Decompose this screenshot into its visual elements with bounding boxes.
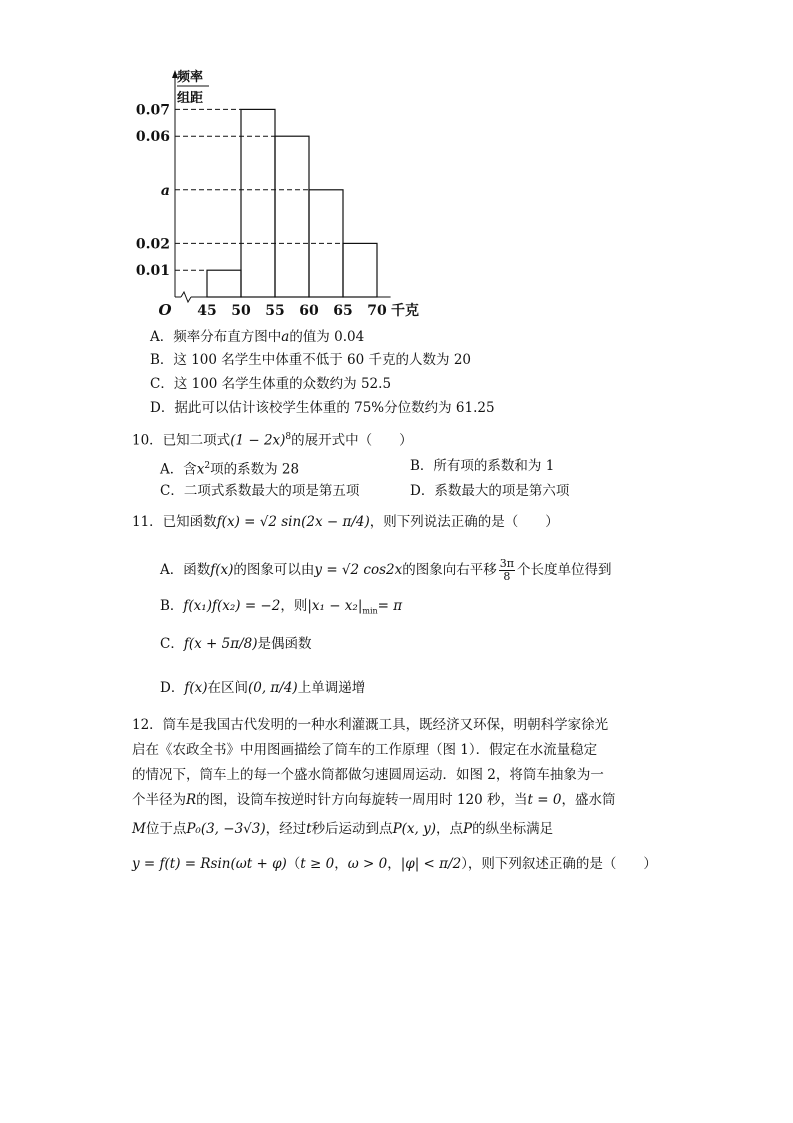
q10-option-a-var: x bbox=[196, 461, 205, 478]
q10-option-b: B．所有项的系数和为 1 bbox=[410, 458, 555, 474]
q11-option-d-expr: f(x) bbox=[184, 680, 208, 696]
y-label-numerator: 频率 bbox=[177, 70, 204, 85]
y-tick-label-0.02: 0.02 bbox=[135, 236, 170, 253]
q11-option-c-expr: f(x + 5π/8) bbox=[183, 636, 258, 652]
q11-stem bbox=[132, 513, 559, 531]
q12-l5-a: 位于点 bbox=[145, 821, 187, 837]
q12-l5-p0: P₀(3, −3√3) bbox=[186, 821, 266, 837]
q11-option-d-interval: (0, π/4) bbox=[247, 680, 298, 696]
axis-break-icon bbox=[181, 292, 191, 302]
q12-l5-b: ，经过 bbox=[265, 821, 307, 837]
q12-l6-sep: ， bbox=[334, 856, 348, 872]
q11-option-a-end: 个长度单位得到 bbox=[516, 562, 612, 578]
q11-option-a-fraction bbox=[499, 558, 515, 583]
q11-option-b-mid: ，则 bbox=[280, 598, 308, 614]
histogram-bar-65-70 bbox=[343, 243, 377, 297]
x-tick-label-70: 70 bbox=[367, 303, 387, 319]
histogram-bar-55-60 bbox=[275, 136, 309, 297]
q12-l5-p: P(x, y) bbox=[392, 821, 437, 837]
q12-l4-c: ，盛水筒 bbox=[561, 792, 616, 808]
q10-expr: (1 − 2x) bbox=[230, 432, 286, 449]
q10-option-d: D．系数最大的项是第六项 bbox=[410, 483, 570, 499]
q12-line-1: 12．筒车是我国古代发明的一种水利灌溉工具，既经济又环保，明朝科学家徐光 bbox=[132, 717, 609, 733]
x-tick-label-55: 55 bbox=[265, 303, 285, 319]
q11-func: f(x) = √2 sin(2x − π/4) bbox=[216, 514, 370, 530]
q9-option-a-end: 的值为 0.04 bbox=[289, 329, 365, 345]
q10-option-a bbox=[160, 457, 299, 479]
x-tick-label-65: 65 bbox=[333, 303, 353, 319]
q11-stem-a: 11．已知函数 bbox=[132, 514, 217, 530]
q10-stem-a: 10．已知二项式 bbox=[132, 432, 231, 449]
q11-option-d bbox=[160, 679, 365, 697]
q10-stem bbox=[132, 428, 413, 450]
y-tick-label-0.07: 0.07 bbox=[135, 102, 170, 119]
q12-line-4 bbox=[132, 791, 615, 809]
q12-l6-sep2: ， bbox=[387, 856, 401, 872]
q10-stem-b: 的展开式中（ ） bbox=[291, 432, 413, 449]
q12-line-6 bbox=[132, 855, 657, 873]
q12-line-3: 的情况下，筒车上的每一个盛水筒都做匀速圆周运动．如图 2，将筒车抽象为一 bbox=[132, 767, 604, 783]
y-tick-label-0.01: 0.01 bbox=[135, 263, 170, 280]
q10-option-a-post: 项的系数为 28 bbox=[210, 461, 300, 478]
q11-option-a-mid: 的图象可以由 bbox=[233, 562, 315, 578]
q11-option-c-end: 是偶函数 bbox=[257, 636, 312, 652]
q11-option-b-sub: min bbox=[362, 606, 378, 616]
q10-option-a-pre: A．含 bbox=[160, 461, 197, 478]
q12-l6-expr: y = f(t) = Rsin(ωt + φ) bbox=[132, 856, 287, 872]
q10-exp: 8 bbox=[285, 432, 292, 442]
q12-l4-b: 的图，设筒车按逆时针方向每旋转一周用时 120 秒，当 bbox=[196, 792, 528, 808]
q12-l6-c3: |φ| < π/2 bbox=[400, 856, 462, 872]
q12-l4-r: R bbox=[186, 792, 197, 808]
y-label-denominator: 组距 bbox=[177, 91, 204, 106]
histogram-svg bbox=[130, 62, 450, 330]
origin-label: O bbox=[158, 301, 172, 319]
histogram-bar-50-55 bbox=[241, 109, 275, 297]
q12-l5-c: 秒后运动到点 bbox=[311, 821, 393, 837]
q11-option-a-f: f(x) bbox=[210, 562, 234, 578]
y-tick-label-a: a bbox=[160, 182, 170, 199]
q11-option-b-end: = π bbox=[377, 598, 403, 614]
q11-option-c bbox=[160, 635, 311, 653]
histogram-bar-45-50 bbox=[207, 270, 241, 297]
q9-option-d: D．据此可以估计该校学生体重的 75%分位数约为 61.25 bbox=[150, 400, 495, 416]
q12-l6-a: （ bbox=[286, 856, 301, 872]
q11-option-b bbox=[160, 597, 402, 621]
q12-l5-m: M bbox=[132, 821, 146, 837]
q12-l5-t: t bbox=[306, 821, 312, 837]
q12-l5-p2: P bbox=[463, 821, 473, 837]
q11-option-a-shift: 的图象向右平移 bbox=[402, 562, 497, 578]
q12-l4-a: 个半径为 bbox=[132, 792, 186, 808]
q9-option-a-var: a bbox=[281, 329, 290, 345]
q11-stem-b: ，则下列说法正确的是（ ） bbox=[369, 514, 559, 530]
q11-option-b-pre: B． bbox=[160, 598, 184, 614]
q11-option-a-pre: A．函数 bbox=[160, 562, 211, 578]
q10-option-c: C．二项式系数最大的项是第五项 bbox=[160, 483, 360, 499]
q9-option-a bbox=[150, 328, 364, 346]
q12-l5-d: ，点 bbox=[436, 821, 464, 837]
x-tick-label-60: 60 bbox=[299, 303, 319, 319]
q10-option-a-exp: 2 bbox=[204, 461, 211, 471]
q9-option-c: C．这 100 名学生体重的众数约为 52.5 bbox=[150, 376, 392, 392]
q11-option-b-expr: f(x₁)f(x₂) = −2 bbox=[183, 598, 281, 614]
x-unit-label: 千克 bbox=[391, 303, 419, 319]
q11-option-d-end: 上单调递增 bbox=[297, 680, 366, 696]
histogram-chart bbox=[130, 62, 450, 330]
q12-l4-t: t = 0 bbox=[527, 792, 562, 808]
q12-l6-c1: t ≥ 0 bbox=[300, 856, 335, 872]
q11-option-b-expr2: |x₁ − x₂| bbox=[307, 598, 363, 614]
q11-option-d-mid: 在区间 bbox=[207, 680, 248, 696]
q11-option-a-den: 8 bbox=[503, 570, 511, 583]
q11-option-c-pre: C． bbox=[160, 636, 184, 652]
q11-option-a bbox=[160, 558, 611, 583]
q9-option-a-text: A．频率分布直方图中 bbox=[150, 329, 282, 345]
q12-l5-e: 的纵坐标满足 bbox=[472, 821, 554, 837]
q11-option-d-pre: D． bbox=[160, 680, 185, 696]
q12-line-2: 启在《农政全书》中用图画描绘了筒车的工作原理（图 1）．假定在水流量稳定 bbox=[132, 742, 598, 758]
q11-option-a-num: 3π bbox=[499, 557, 514, 570]
q9-option-b: B．这 100 名学生中体重不低于 60 千克的人数为 20 bbox=[150, 352, 472, 368]
x-tick-label-50: 50 bbox=[231, 303, 251, 319]
x-tick-label-45: 45 bbox=[197, 303, 217, 319]
q11-option-a-expr: y = √2 cos2x bbox=[314, 562, 403, 578]
y-tick-label-0.06: 0.06 bbox=[135, 129, 170, 146]
q12-l6-b: ），则下列叙述正确的是（ ） bbox=[461, 856, 657, 872]
q12-l6-c2: ω > 0 bbox=[347, 856, 388, 872]
q12-line-5 bbox=[132, 820, 553, 838]
